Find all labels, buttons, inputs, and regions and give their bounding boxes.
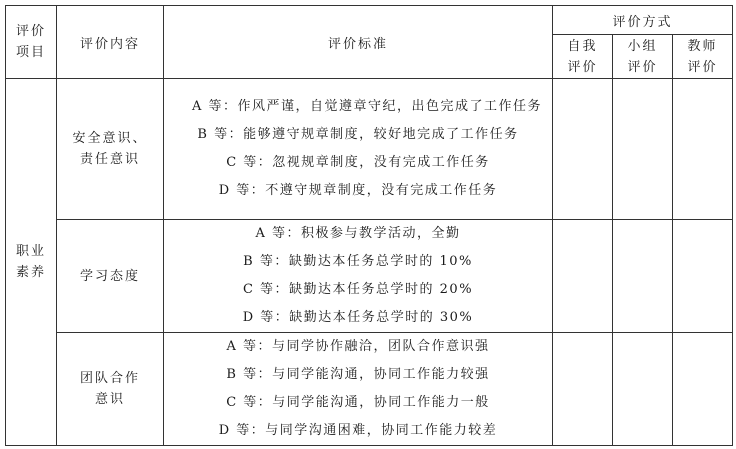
item-label-line: 素养 — [15, 265, 46, 280]
criteria-d: D 等：与同学沟通困难，协同工作能力较差 — [218, 423, 498, 438]
header-group-line: 小组 — [627, 38, 658, 54]
criteria-c: C 等：忽视规章制度，没有完成工作任务 — [226, 155, 490, 170]
self-eval-cell[interactable] — [553, 333, 613, 446]
criteria-b: B 等：缺勤达本任务总学时的 10% — [243, 254, 473, 269]
content-line: 安全意识、 — [72, 131, 148, 146]
table-row — [6, 220, 733, 333]
content-line: 团队合作 — [79, 371, 140, 386]
table-row — [6, 333, 733, 446]
criteria-d: D 等：缺勤达本任务总学时的 30% — [242, 310, 474, 325]
content-line: 学习态度 — [79, 268, 140, 284]
header-item-line: 评价 — [15, 24, 46, 39]
item-label — [6, 79, 57, 446]
teacher-eval-cell[interactable] — [673, 79, 733, 220]
header-content: 评价内容 — [57, 6, 164, 79]
evaluation-table — [5, 5, 733, 446]
header-self-line: 自我 — [567, 38, 598, 54]
teacher-eval-cell[interactable] — [673, 220, 733, 333]
header-method: 评价方式 — [553, 6, 733, 35]
criteria-b: B 等：与同学能沟通，协同工作能力较强 — [226, 367, 490, 382]
criteria-a: A 等：与同学协作融洽，团队合作意识强 — [226, 339, 490, 354]
criteria-d: D 等：不遵守规章制度，没有完成工作任务 — [218, 183, 498, 198]
criteria-cell — [164, 220, 553, 333]
header-group — [613, 35, 673, 79]
header-group-line: 评价 — [627, 59, 658, 75]
header-teacher-line: 评价 — [687, 59, 718, 75]
header-self-line: 评价 — [567, 59, 598, 75]
content-line: 意识 — [94, 392, 125, 407]
header-self — [553, 35, 613, 79]
criteria-a: A 等：作风严谨，自觉遵章守纪，出色完成了工作任务 — [191, 99, 543, 114]
content-cell — [57, 333, 164, 446]
teacher-eval-cell[interactable] — [673, 333, 733, 446]
header-item-line: 项目 — [15, 45, 46, 60]
criteria-cell — [164, 79, 553, 220]
content-cell — [57, 79, 164, 220]
criteria-cell — [164, 333, 553, 446]
table-row — [6, 79, 733, 220]
content-line: 责任意识 — [79, 152, 140, 167]
criteria-b: B 等：能够遵守规章制度，较好地完成了工作任务 — [197, 127, 519, 142]
header-teacher-line: 教师 — [687, 38, 718, 54]
criteria-c: C 等：与同学能沟通，协同工作能力一般 — [226, 395, 490, 410]
criteria-a: A 等：积极参与教学活动，全勤 — [255, 226, 461, 241]
header-criteria: 评价标准 — [164, 6, 553, 79]
self-eval-cell[interactable] — [553, 220, 613, 333]
criteria-c: C 等：缺勤达本任务总学时的 20% — [242, 282, 474, 297]
group-eval-cell[interactable] — [613, 220, 673, 333]
content-cell — [57, 220, 164, 333]
group-eval-cell[interactable] — [613, 79, 673, 220]
header-teacher — [673, 35, 733, 79]
self-eval-cell[interactable] — [553, 79, 613, 220]
group-eval-cell[interactable] — [613, 333, 673, 446]
item-label-line: 职业 — [15, 244, 46, 259]
header-item — [6, 6, 57, 79]
